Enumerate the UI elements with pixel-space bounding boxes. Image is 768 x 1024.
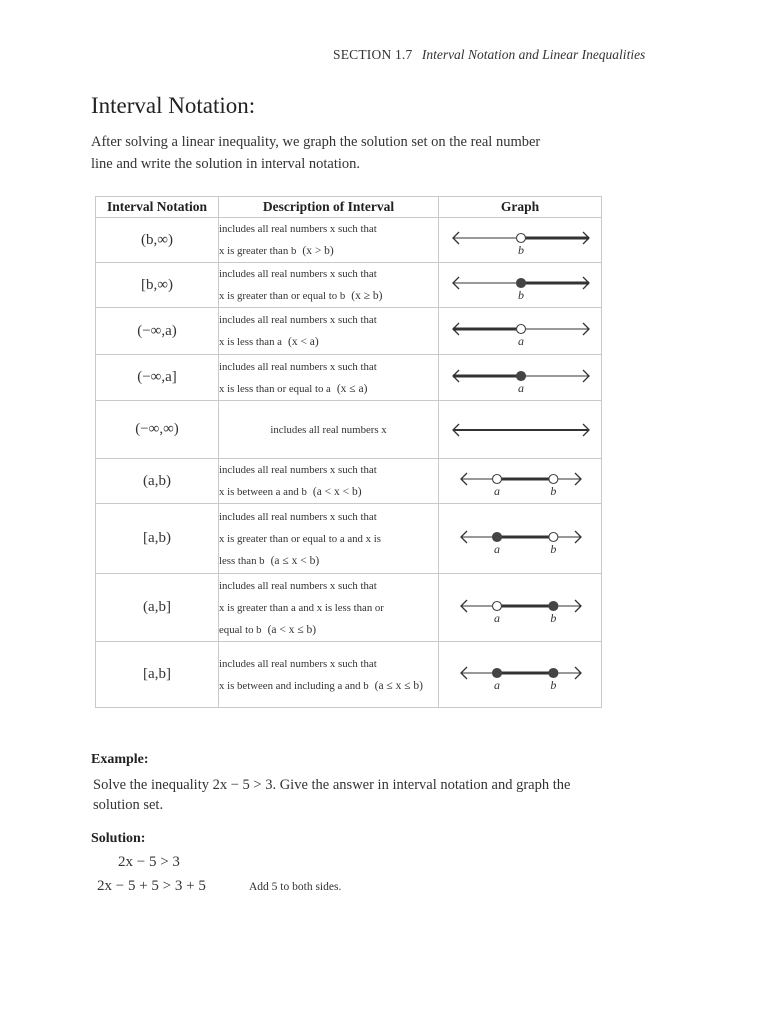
interval-notation: (−∞,a] xyxy=(137,369,177,385)
endpoint-label: a xyxy=(494,678,500,692)
description-text: includes all real numbers x such that xyxy=(219,510,377,523)
table-row xyxy=(96,263,602,308)
inequality: (a ≤ x ≤ b) xyxy=(374,679,424,692)
description-line xyxy=(219,675,438,697)
interval-notation: (a,b) xyxy=(143,472,171,489)
description-line xyxy=(219,506,438,528)
description-line xyxy=(219,481,438,503)
description-text: includes all real numbers x such that xyxy=(219,579,377,592)
description-line xyxy=(219,419,438,441)
closed-endpoint xyxy=(517,279,526,288)
description-text: x is between and including a and b xyxy=(219,679,369,692)
endpoint-label: b xyxy=(550,611,557,625)
inequality: (x ≥ b) xyxy=(351,290,383,302)
column-header: Interval Notation xyxy=(96,197,219,218)
number-line-cell xyxy=(439,642,602,708)
closed-endpoint xyxy=(493,669,502,678)
interval-notation-cell xyxy=(96,263,219,308)
open-endpoint xyxy=(493,475,502,484)
description-line xyxy=(219,528,438,550)
number-line xyxy=(439,355,601,400)
closed-endpoint xyxy=(549,602,558,611)
endpoint-label: a xyxy=(518,334,524,348)
interval-description-cell xyxy=(219,574,439,642)
table-row xyxy=(96,504,602,574)
inequality: (x ≤ a) xyxy=(336,382,368,395)
description-line xyxy=(219,550,438,572)
description-line xyxy=(219,331,438,353)
description-text: includes all real numbers x such that xyxy=(219,360,377,373)
inequality: (a ≤ x < b) xyxy=(270,554,320,567)
description-line xyxy=(219,597,438,619)
interval-notation: (b,∞) xyxy=(141,231,173,248)
description-text: x is greater than b xyxy=(219,245,297,257)
open-endpoint xyxy=(549,533,558,542)
description-text: x is less than a xyxy=(219,336,282,348)
interval-description-cell xyxy=(219,401,439,459)
description-line xyxy=(219,575,438,597)
interval-description-cell xyxy=(219,504,439,574)
inequality: (a < x < b) xyxy=(312,486,362,498)
interval-notation-table xyxy=(95,196,602,708)
number-line xyxy=(439,401,601,458)
running-head xyxy=(333,47,645,63)
intro-line: After solving a linear inequality, we graph the solution set on the real number xyxy=(91,134,541,150)
closed-endpoint xyxy=(493,533,502,542)
table-row xyxy=(96,218,602,263)
intro-paragraph xyxy=(91,131,611,175)
number-line-cell xyxy=(439,459,602,504)
interval-notation: [a,b] xyxy=(143,666,171,682)
endpoint-label: b xyxy=(518,288,524,302)
endpoint-label: a xyxy=(494,484,500,498)
solution-step-1: 2x − 5 > 3 xyxy=(118,854,180,870)
description-line xyxy=(219,459,438,481)
number-line-cell xyxy=(439,308,602,355)
interval-description-cell xyxy=(219,355,439,401)
interval-notation-cell xyxy=(96,401,219,459)
interval-notation: (−∞,a) xyxy=(137,322,177,339)
interval-description-cell xyxy=(219,642,439,708)
table-row xyxy=(96,459,602,504)
description-text: x is greater than or equal to b xyxy=(219,290,346,302)
interval-notation-cell xyxy=(96,459,219,504)
number-line xyxy=(439,642,601,707)
table-row xyxy=(96,308,602,355)
table-header-row xyxy=(96,197,602,218)
table-row xyxy=(96,401,602,459)
intro-line: line and write the solution in interval notation. xyxy=(91,156,361,172)
section-number: SECTION 1.7 xyxy=(333,47,413,62)
interval-notation: [a,b) xyxy=(143,530,171,546)
inequality: (x < a) xyxy=(287,336,319,348)
description-text: includes all real numbers x xyxy=(270,423,387,436)
open-endpoint xyxy=(493,602,502,611)
number-line xyxy=(439,218,601,262)
description-text: equal to b xyxy=(219,623,262,636)
page-title: Interval Notation: xyxy=(91,93,256,118)
description-text: x is between a and b xyxy=(219,486,307,498)
table-row xyxy=(96,642,602,708)
endpoint-label: b xyxy=(550,484,557,498)
inequality: (a < x ≤ b) xyxy=(267,623,317,636)
interval-notation-cell xyxy=(96,218,219,263)
description-line xyxy=(219,378,438,400)
open-endpoint xyxy=(517,325,526,334)
inequality: (x > b) xyxy=(302,245,334,257)
description-line xyxy=(219,263,438,285)
closed-endpoint xyxy=(517,372,526,381)
description-text: includes all real numbers x such that xyxy=(219,314,377,326)
endpoint-label: a xyxy=(518,381,524,395)
interval-notation: (a,b] xyxy=(143,599,171,615)
number-line xyxy=(439,459,601,503)
description-text: less than b xyxy=(219,554,265,567)
column-header: Graph xyxy=(439,197,602,218)
interval-description-cell xyxy=(219,263,439,308)
column-header: Description of Interval xyxy=(219,197,439,218)
interval-notation-cell xyxy=(96,308,219,355)
description-line xyxy=(219,218,438,240)
description-text: includes all real numbers x such that xyxy=(219,268,377,280)
interval-description-cell xyxy=(219,459,439,504)
description-line xyxy=(219,240,438,262)
description-text: includes all real numbers x such that xyxy=(219,657,377,670)
endpoint-label: a xyxy=(494,611,500,625)
solution-step-2: 2x − 5 + 5 > 3 + 5 xyxy=(97,878,206,894)
interval-description-cell xyxy=(219,218,439,263)
description-text: x is less than or equal to a xyxy=(219,382,331,395)
description-line xyxy=(219,619,438,641)
interval-notation-cell xyxy=(96,642,219,708)
closed-endpoint xyxy=(549,669,558,678)
endpoint-label: b xyxy=(518,243,524,257)
interval-description-cell xyxy=(219,308,439,355)
open-endpoint xyxy=(517,234,526,243)
description-line xyxy=(219,285,438,307)
example-text: Solve the inequality 2x − 5 > 3. Give the answer in interval notation and graph the solution set. xyxy=(93,777,571,813)
solution-step-2-note: Add 5 to both sides. xyxy=(249,881,342,893)
example-label: Example: xyxy=(91,752,149,767)
description-text: x is greater than or equal to a and x is xyxy=(219,532,381,545)
endpoint-label: b xyxy=(550,678,557,692)
number-line-cell xyxy=(439,574,602,642)
interval-notation-cell xyxy=(96,355,219,401)
number-line-cell xyxy=(439,401,602,459)
open-endpoint xyxy=(549,475,558,484)
description-text: x is greater than a and x is less than or xyxy=(219,601,384,614)
description-text: includes all real numbers x such that xyxy=(219,464,377,476)
description-line xyxy=(219,356,438,378)
table-row xyxy=(96,574,602,642)
endpoint-label: b xyxy=(550,542,557,556)
interval-notation: (−∞,∞) xyxy=(135,421,179,437)
description-line xyxy=(219,309,438,331)
number-line-cell xyxy=(439,355,602,401)
table-row xyxy=(96,355,602,401)
number-line xyxy=(439,504,601,573)
number-line xyxy=(439,263,601,307)
number-line-cell xyxy=(439,504,602,574)
description-line xyxy=(219,653,438,675)
solution-label: Solution: xyxy=(91,831,146,846)
interval-notation-cell xyxy=(96,504,219,574)
interval-notation: [b,∞) xyxy=(141,276,173,293)
endpoint-label: a xyxy=(494,542,500,556)
interval-notation-cell xyxy=(96,574,219,642)
section-title: Interval Notation and Linear Inequalities xyxy=(421,47,646,62)
number-line-cell xyxy=(439,218,602,263)
description-text: includes all real numbers x such that xyxy=(219,223,377,235)
number-line-cell xyxy=(439,263,602,308)
number-line xyxy=(439,574,601,641)
number-line xyxy=(439,308,601,354)
